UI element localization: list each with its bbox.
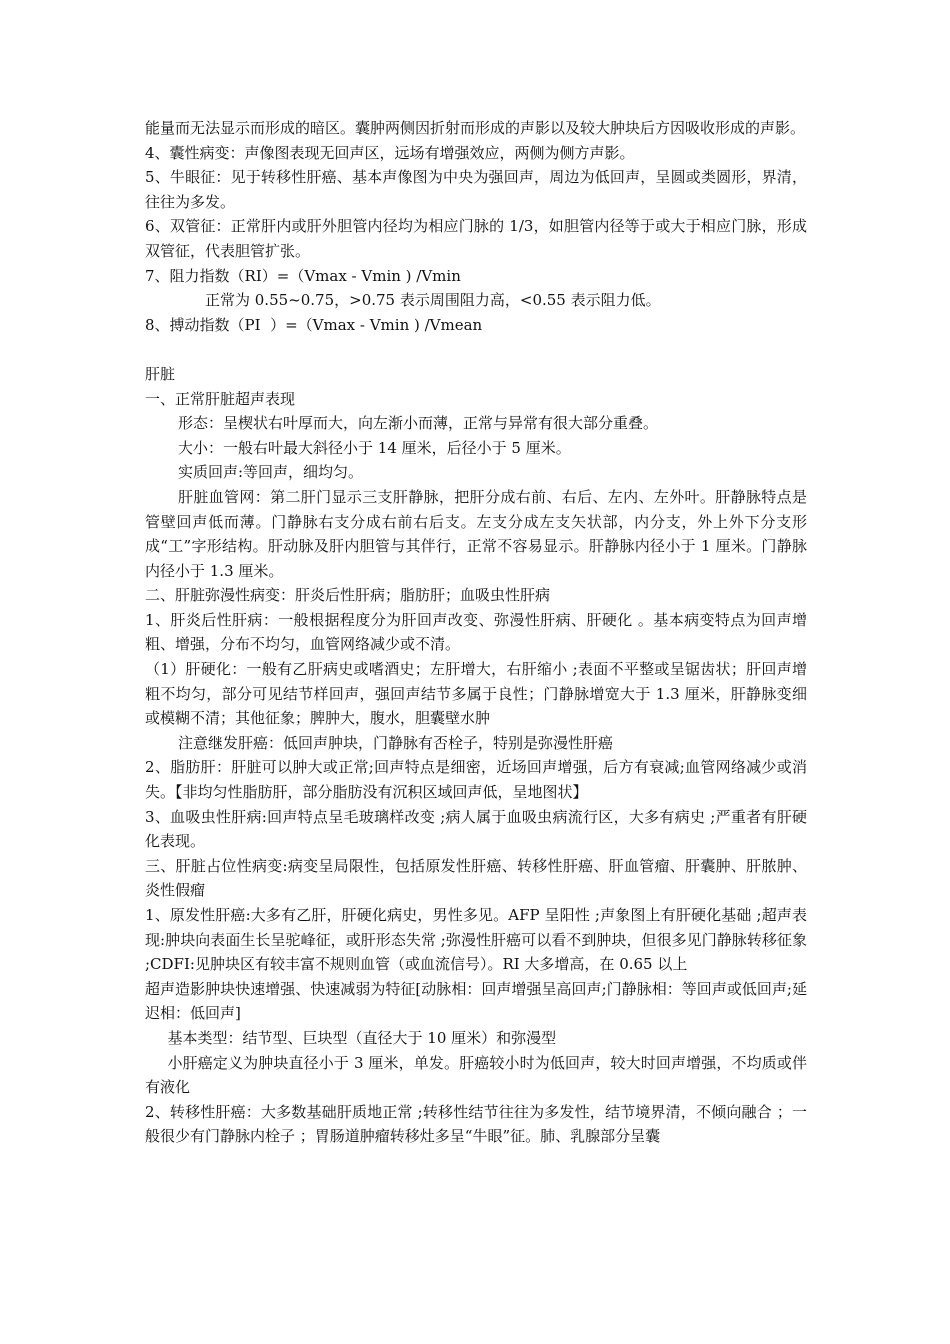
paragraph-primary-liver-cancer: 1、原发性肝癌:大多有乙肝，肝硬化病史，男性多见。AFP 呈阳性 ;声象图上有肝硬化基础 ;超声表现:肿块向表面生长呈驼峰征，或肝形态失常 ;弥漫性肝癌可以看不到肿块，但很多见门静脉转移征象 ;CDFI:见肿块区有较丰富不规则血管（或血流信号）。RI 大多增高，在 0.65 以上 [145,906,812,974]
paragraph-double-duct-sign: 6、双管征：正常肝内或肝外胆管内径均为相应门脉的 1/3，如胆管内径等于或大于相应门脉，形成双管征，代表胆管扩张。 [145,217,807,260]
paragraph-cirrhosis: （1）肝硬化：一般有乙肝病史或嗜酒史；左肝增大，右肝缩小 ;表面不平整或呈锯齿状；肝回声增粗不均匀，部分可见结节样回声，强回声结节多属于良性；门静脉增宽大于 1.3 厘米，肝静脉变细或模糊不清；其他征象；脾肿大，腹水，胆囊壁水肿 [145,660,807,728]
paragraph-parenchyma: 实质回声:等回声，细均匀。 [178,463,364,482]
paragraph-fatty-liver: 2、脂肪肝：肝脏可以肿大或正常;回声特点是细密，近场回声增强，后方有衰减;血管网络减少或消失。【非均匀性脂肪肝，部分脂肪没有沉积区域回声低，呈地图状】 [145,758,807,802]
section-heading-liver: 肝脏 [145,364,176,383]
paragraph-basic-types: 基本类型：结节型、巨块型（直径大于 10 厘米）和弥漫型 [167,1028,557,1047]
paragraph-metastatic-liver-cancer: 2、转移性肝癌：大多数基础肝质地正常 ;转移性结节往往为多发性，结节境界清，不倾向融合 ；一般很少有门静脉内栓子 ；胃肠道肿瘤转移灶多呈“牛眼”征。肺、乳腺部分呈囊 [145,1102,807,1146]
paragraph-shape: 形态：呈楔状右叶厚而大，向左渐小而薄，正常与异常有很大部分重叠。 [178,414,659,433]
paragraph-vascular-network: 肝脏血管网：第二肝门显示三支肝静脉，把肝分成右前、右后、左内、左外叶。肝静脉特点是管壁回声低而薄。门静脉右支分成右前右后支。左支分成左支矢状部，内分支，外上外下分支形成“工”字形结构。肝动脉及肝内胆管与其伴行，正常不容易显示。肝静脉内径小于 1 厘米。门静脉内径小于 1.3 厘米。 [145,487,807,580]
paragraph-size: 大小：一般右叶最大斜径小于 14 厘米，后径小于 5 厘米。 [178,438,571,457]
paragraph-secondary-cancer-note: 注意继发肝癌：低回声肿块，门静脉有否栓子，特别是弥漫性肝癌 [178,733,614,752]
heading-space-occupying: 三、肝脏占位性病变:病变呈局限性，包括原发性肝癌、转移性肝癌、肝血管瘤、肝囊肿、肝脓肿、炎性假瘤 [145,856,807,900]
heading-diffuse-lesions: 二、肝脏弥漫性病变：肝炎后性肝病；脂肪肝；血吸虫性肝病 [145,586,551,605]
paragraph-schistosomiasis: 3、血吸虫性肝病:回声特点呈毛玻璃样改变 ;病人属于血吸虫病流行区，大多有病史 ;严重者有肝硬化表现。 [145,807,807,851]
document-page [145,116,812,1149]
paragraph-bulls-eye-sign: 5、牛眼征：见于转移性肝癌、基本声像图为中央为强回声，周边为低回声，呈圆或类圆形，界清，往往为多发。 [145,168,807,211]
paragraph-small-liver-cancer: 小肝癌定义为肿块直径小于 3 厘米，单发。肝癌较小时为低回声，较大时回声增强，不均质或伴有液化 [145,1053,807,1097]
paragraph-resistance-index: 7、阻力指数（RI）=（Vmax - Vmin ) /Vmin [145,266,461,285]
blank-line [145,337,807,362]
paragraph-post-hepatitis: 1、肝炎后性肝病：一般根据程度分为肝回声改变、弥漫性肝病、肝硬化 。基本病变特点为回声增粗、增强，分布不均匀，血管网络减少或不清。 [145,610,807,654]
paragraph-intro-continuation: 能量而无法显示而形成的暗区。囊肿两侧因折射而形成的声影以及较大肿块后方因吸收形成的声影。 [145,119,806,137]
heading-normal-liver: 一、正常肝脏超声表现 [145,389,296,408]
paragraph-contrast-ultrasound: 超声造影肿块快速增强、快速减弱为特征[动脉相：回声增强呈高回声;门静脉相：等回声或低回声;延迟相：低回声] [145,979,807,1023]
paragraph-cystic-lesion: 4、囊性病变：声像图表现无回声区，远场有增强效应，两侧为侧方声影。 [145,143,635,162]
paragraph-pulsatility-index: 8、搏动指数（PI ）=（Vmax - Vmin ) /Vmean [145,315,483,334]
paragraph-ri-normal-range: 正常为 0.55~0.75，>0.75 表示周围阻力高，<0.55 表示阻力低。 [205,291,661,310]
